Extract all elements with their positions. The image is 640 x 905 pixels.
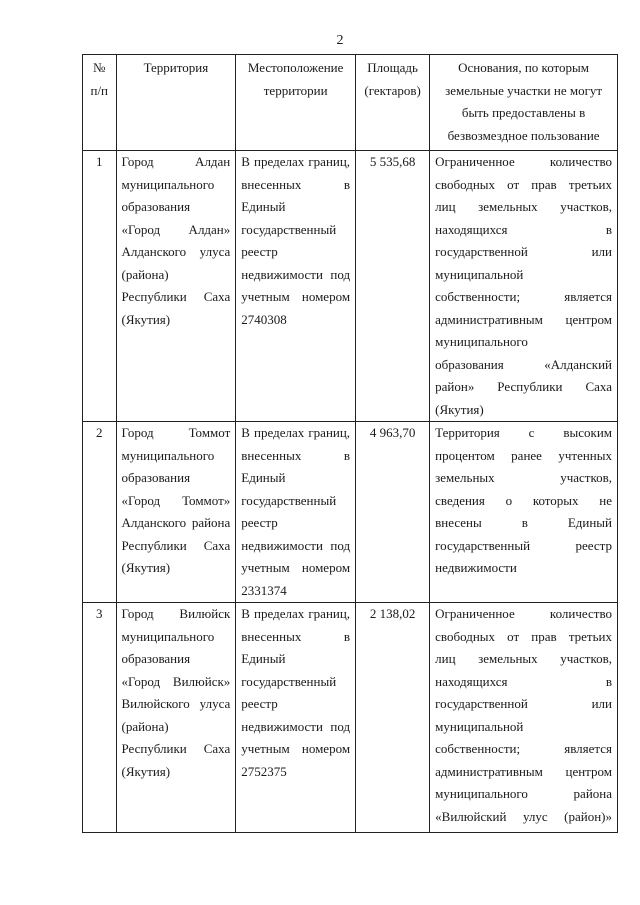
- land-plots-table: [82, 54, 618, 833]
- header-territory: Территория: [116, 55, 236, 151]
- header-basis-line: Основания, по которым: [458, 60, 590, 75]
- text-line: образования: [121, 199, 191, 214]
- text-line: 2752375: [241, 763, 287, 779]
- text-line: недвижимости: [435, 560, 517, 575]
- text-line: государственный реестр: [435, 537, 612, 553]
- text-line: Единый: [241, 199, 286, 214]
- text-line: образования: [121, 470, 191, 485]
- text-line: внесенных в: [241, 447, 351, 463]
- text-line: муниципальной: [435, 718, 524, 734]
- row-basis: [430, 603, 618, 833]
- text-line: Алданского района: [121, 515, 231, 530]
- row-territory: [116, 422, 236, 603]
- text-line: реестр: [241, 696, 278, 711]
- row-basis: [430, 151, 618, 422]
- row-basis: [430, 422, 618, 603]
- text-line: Ограниченное количество: [435, 606, 612, 621]
- text-line: муниципального: [121, 628, 215, 644]
- text-line: образования «Алданский: [435, 356, 612, 372]
- row-location: [236, 151, 356, 422]
- text-line: (района): [121, 266, 169, 282]
- text-line: район» Республики Саха: [435, 379, 612, 394]
- text-line: (Якутия): [435, 401, 484, 417]
- text-line: государственной или: [435, 244, 612, 259]
- text-line: государственный: [241, 221, 337, 237]
- table-row: [83, 422, 618, 603]
- row-num: 1: [83, 151, 117, 422]
- text-line: государственный: [241, 673, 337, 689]
- table-row: [83, 151, 618, 422]
- text-line: административным центром: [435, 763, 612, 779]
- text-line: земельных участков,: [435, 470, 612, 485]
- text-line: реестр: [241, 515, 278, 530]
- text-line: «Город Алдан»: [121, 221, 231, 237]
- text-line: административным центром: [435, 311, 612, 327]
- text-line: лиц земельных участков,: [435, 199, 612, 214]
- header-basis-line: безвозмездное пользование: [447, 127, 600, 143]
- text-line: Республики Саха: [121, 741, 231, 756]
- row-territory: [116, 151, 236, 422]
- text-line: находящихся в: [435, 673, 612, 689]
- text-line: государственной или: [435, 696, 612, 711]
- text-line: (Якутия): [121, 560, 171, 575]
- text-line: Ограниченное количество: [435, 154, 612, 169]
- table-header-row: [83, 55, 618, 151]
- text-line: В пределах границ,: [241, 606, 351, 621]
- header-location-line: территории: [263, 82, 328, 98]
- table-row: [83, 603, 618, 833]
- row-area: 5 535,68: [356, 151, 430, 422]
- text-line: образования: [121, 651, 191, 666]
- header-basis: [430, 55, 618, 151]
- text-line: внесенных в: [241, 628, 351, 644]
- text-line: Алданского улуса: [121, 244, 231, 259]
- text-line: муниципальной: [435, 266, 524, 282]
- text-line: муниципального: [121, 447, 215, 463]
- text-line: собственности; является: [435, 741, 612, 756]
- text-line: Территория с высоким: [435, 425, 612, 440]
- text-line: свободных от прав третьих: [435, 628, 612, 644]
- text-line: свободных от прав третьих: [435, 176, 612, 192]
- text-line: внесены в Единый: [435, 515, 612, 530]
- text-line: недвижимости под: [241, 537, 351, 553]
- row-area: 2 138,02: [356, 603, 430, 833]
- text-line: учетным номером: [241, 560, 351, 575]
- text-line: 2331374: [241, 582, 287, 598]
- text-line: недвижимости под: [241, 718, 351, 734]
- header-area: [356, 55, 430, 151]
- header-basis-line: быть предоставлены в: [461, 105, 586, 120]
- text-line: муниципального: [435, 334, 528, 349]
- page-number: 2: [336, 33, 344, 48]
- text-line: В пределах границ,: [241, 425, 351, 440]
- text-line: Город Алдан: [121, 154, 231, 169]
- text-line: внесенных в: [241, 176, 351, 192]
- text-line: сведения о которых не: [435, 492, 612, 508]
- header-num-line: №: [93, 60, 106, 75]
- row-location: [236, 422, 356, 603]
- row-num: 3: [83, 603, 117, 833]
- text-line: учетным номером: [241, 741, 351, 756]
- text-line: процентом ранее учтенных: [435, 447, 612, 463]
- text-line: «Город Вилюйск»: [121, 673, 231, 689]
- text-line: «Город Томмот»: [121, 492, 231, 508]
- text-line: Республики Саха: [121, 289, 231, 304]
- text-line: Единый: [241, 470, 286, 485]
- text-line: (Якутия): [121, 763, 171, 779]
- header-basis-line: земельные участки не могут: [445, 82, 603, 98]
- text-line: Город Томмот: [121, 425, 231, 440]
- text-line: Вилюйского улуса: [121, 696, 231, 711]
- text-line: Город Вилюйск: [121, 606, 231, 621]
- text-line: лиц земельных участков,: [435, 651, 612, 666]
- text-line: Единый: [241, 651, 286, 666]
- row-territory: [116, 603, 236, 833]
- header-area-line: (гектаров): [364, 82, 421, 98]
- header-location: [236, 55, 356, 151]
- row-area: 4 963,70: [356, 422, 430, 603]
- row-num: 2: [83, 422, 117, 603]
- text-line: (Якутия): [121, 311, 171, 327]
- text-line: «Вилюйский улус (район)»: [435, 808, 612, 824]
- text-line: собственности; является: [435, 289, 612, 304]
- text-line: муниципального: [121, 176, 215, 192]
- header-location-line: Местоположение: [247, 60, 344, 75]
- text-line: находящихся в: [435, 221, 612, 237]
- text-line: государственный: [241, 492, 337, 508]
- text-line: (района): [121, 718, 169, 734]
- header-num: [83, 55, 117, 151]
- text-line: Республики Саха: [121, 537, 231, 553]
- text-line: В пределах границ,: [241, 154, 351, 169]
- text-line: муниципального района: [435, 786, 612, 801]
- text-line: учетным номером: [241, 289, 351, 304]
- header-area-line: Площадь: [367, 60, 418, 75]
- text-line: недвижимости под: [241, 266, 351, 282]
- text-line: 2740308: [241, 311, 287, 327]
- header-num-line: п/п: [90, 82, 109, 98]
- row-location: [236, 603, 356, 833]
- text-line: реестр: [241, 244, 278, 259]
